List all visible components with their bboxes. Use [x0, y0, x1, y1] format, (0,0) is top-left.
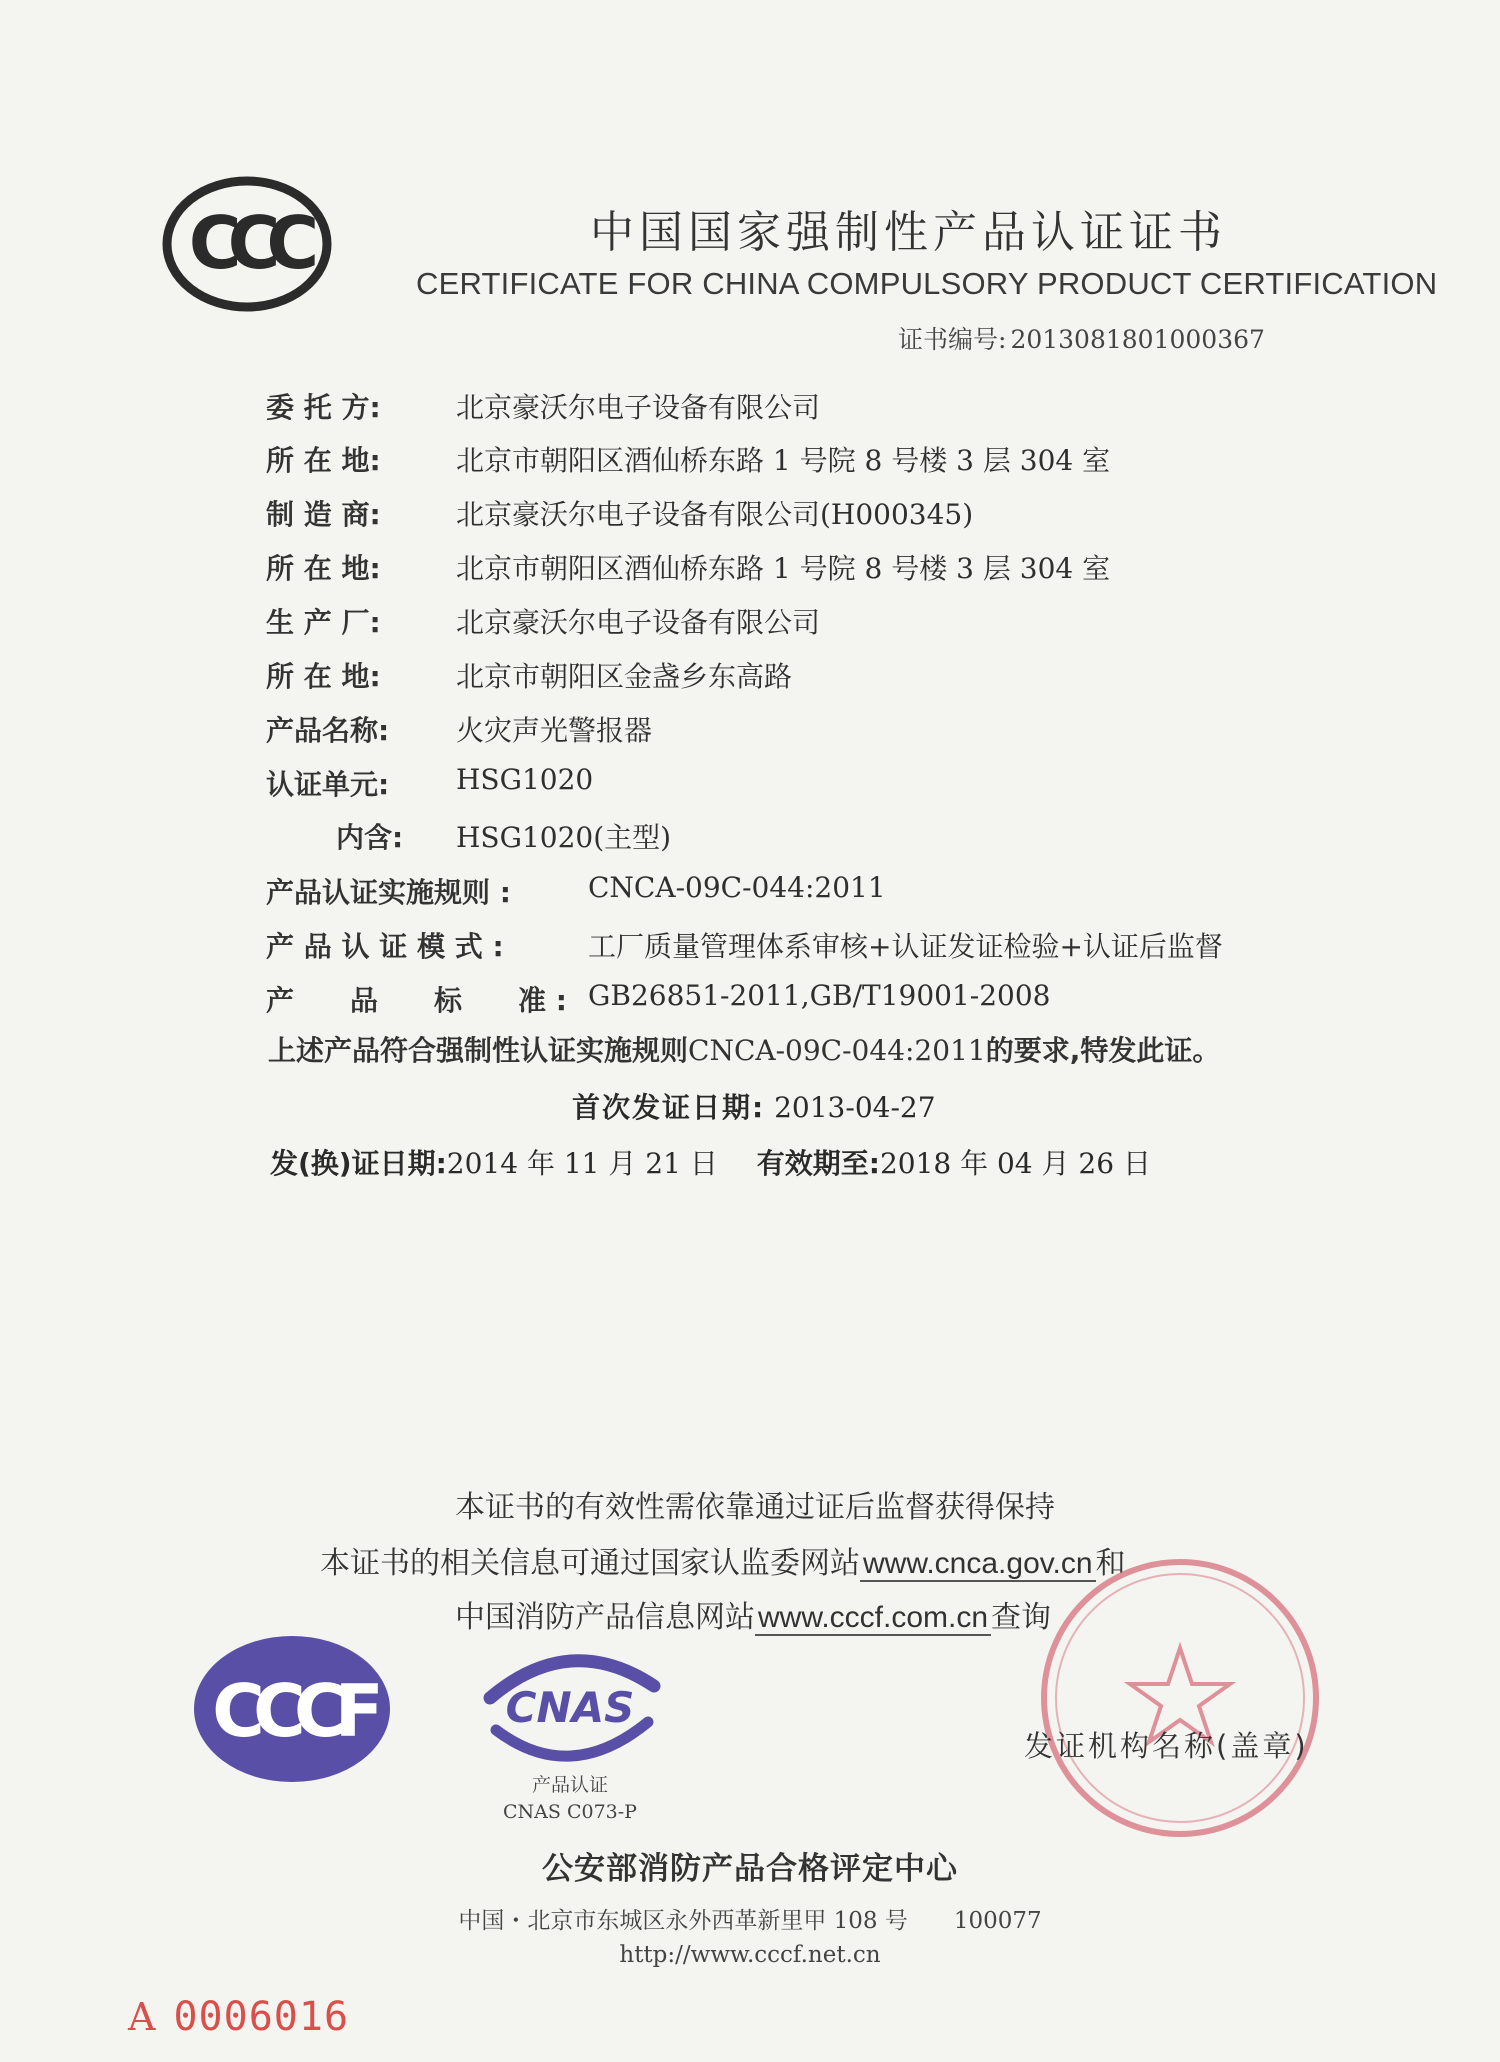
certificate-number — [898, 320, 1265, 356]
field-value: 工厂质量管理体系审核+认证发证检验+认证后监督 — [588, 930, 1223, 963]
field-label: 产品认证实施规则 : — [266, 876, 511, 909]
official-seal-icon — [1030, 1548, 1330, 1848]
issue-date-line — [270, 1142, 1151, 1182]
field-value: 北京市朝阳区金盏乡东高路 — [456, 660, 793, 693]
cnca-link[interactable]: www.cnca.gov.cn — [860, 1547, 1096, 1582]
field-label: 产 品 认 证 模 式 : — [266, 930, 504, 963]
certificate-number-label: 证书编号: — [898, 325, 1007, 354]
cccf-logo-icon — [192, 1634, 392, 1784]
field-value: HSG1020 — [456, 763, 594, 796]
organization-website[interactable]: http://www.cccf.net.cn — [619, 1942, 881, 1968]
serial-prefix: A — [128, 1995, 156, 2039]
issuing-authority-label: 发证机构名称(盖章) — [1024, 1729, 1309, 1763]
serial-value: 0006016 — [173, 1994, 350, 2040]
title-cn: 中国国家强制性产品认证证书 — [590, 207, 1227, 258]
notice-line-1: 本证书的有效性需依靠通过证后监督获得保持 — [455, 1490, 1055, 1525]
cccf-logo-text: CCCF — [212, 1669, 372, 1753]
field-label: 生 产 厂: — [266, 606, 381, 639]
notice-text: 和 — [1095, 1546, 1126, 1581]
serial-number — [128, 1994, 349, 2040]
field-label: 委 托 方: — [266, 391, 381, 424]
statement-text-end: 的要求,特发此证。 — [985, 1034, 1221, 1067]
cccf-link[interactable]: www.cccf.com.cn — [755, 1601, 991, 1636]
ccc-logo-icon — [162, 176, 332, 312]
field-label: 产品名称: — [266, 714, 390, 747]
issue-date-value: 2014 年 11 月 21 日 — [446, 1147, 718, 1180]
field-label: 所 在 地: — [266, 660, 381, 693]
field-value: 北京豪沃尔电子设备有限公司(H000345) — [456, 498, 974, 531]
notice-text: 中国消防产品信息网站 — [455, 1600, 755, 1635]
ccc-logo-text: CCC — [188, 201, 306, 285]
field-value: CNCA-09C-044:2011 — [588, 871, 886, 904]
organization-address: 中国・北京市东城区永外西革新里甲 108 号 100077 — [458, 1908, 1042, 1934]
field-value: GB26851-2011,GB/T19001-2008 — [588, 979, 1051, 1012]
first-issue-label: 首次发证日期: — [572, 1091, 766, 1124]
field-label: 制 造 商: — [266, 498, 381, 531]
notice-line-3 — [455, 1592, 1051, 1636]
statement-rule: CNCA-09C-044:2011 — [688, 1034, 986, 1067]
notice-text: 本证书的相关信息可通过国家认监委网站 — [320, 1546, 860, 1581]
field-value: HSG1020(主型) — [456, 821, 672, 854]
first-issue-value: 2013-04-27 — [774, 1091, 936, 1124]
field-label: 内含: — [336, 821, 404, 854]
valid-until-value: 2018 年 04 月 26 日 — [879, 1147, 1151, 1180]
cnas-logo-text: CNAS — [505, 1683, 635, 1732]
field-label: 所 在 地: — [266, 552, 381, 585]
cnas-logo-icon — [470, 1636, 670, 1776]
statement-text: 上述产品符合强制性认证实施规则 — [268, 1034, 689, 1067]
field-value: 北京市朝阳区酒仙桥东路 1 号院 8 号楼 3 层 304 室 — [456, 552, 1111, 585]
valid-until-label: 有效期至: — [756, 1147, 880, 1180]
first-issue-date — [572, 1086, 936, 1126]
title-en: CERTIFICATE FOR CHINA COMPULSORY PRODUCT CERTIFICATION — [416, 266, 1438, 301]
field-label: 认证单元: — [266, 768, 390, 801]
cnas-caption-line-1: 产品认证 — [531, 1774, 608, 1796]
notice-line-2 — [320, 1538, 1126, 1582]
field-value: 北京豪沃尔电子设备有限公司 — [456, 391, 821, 424]
issue-date-label: 发(换)证日期: — [270, 1147, 447, 1180]
notice-text: 查询 — [991, 1600, 1052, 1635]
certificate-number-value: 2013081801000367 — [1010, 325, 1265, 354]
field-label: 所 在 地: — [266, 444, 381, 477]
cnas-caption-line-2: CNAS C073-P — [503, 1801, 637, 1823]
field-value: 火灾声光警报器 — [456, 714, 653, 747]
compliance-statement — [268, 1029, 1220, 1069]
field-value: 北京豪沃尔电子设备有限公司 — [456, 606, 821, 639]
cnas-caption — [500, 1772, 640, 1826]
field-label: 产 品 标 准 : — [266, 984, 567, 1017]
issuing-organization: 公安部消防产品合格评定中心 — [542, 1851, 958, 1887]
field-value: 北京市朝阳区酒仙桥东路 1 号院 8 号楼 3 层 304 室 — [456, 444, 1111, 477]
